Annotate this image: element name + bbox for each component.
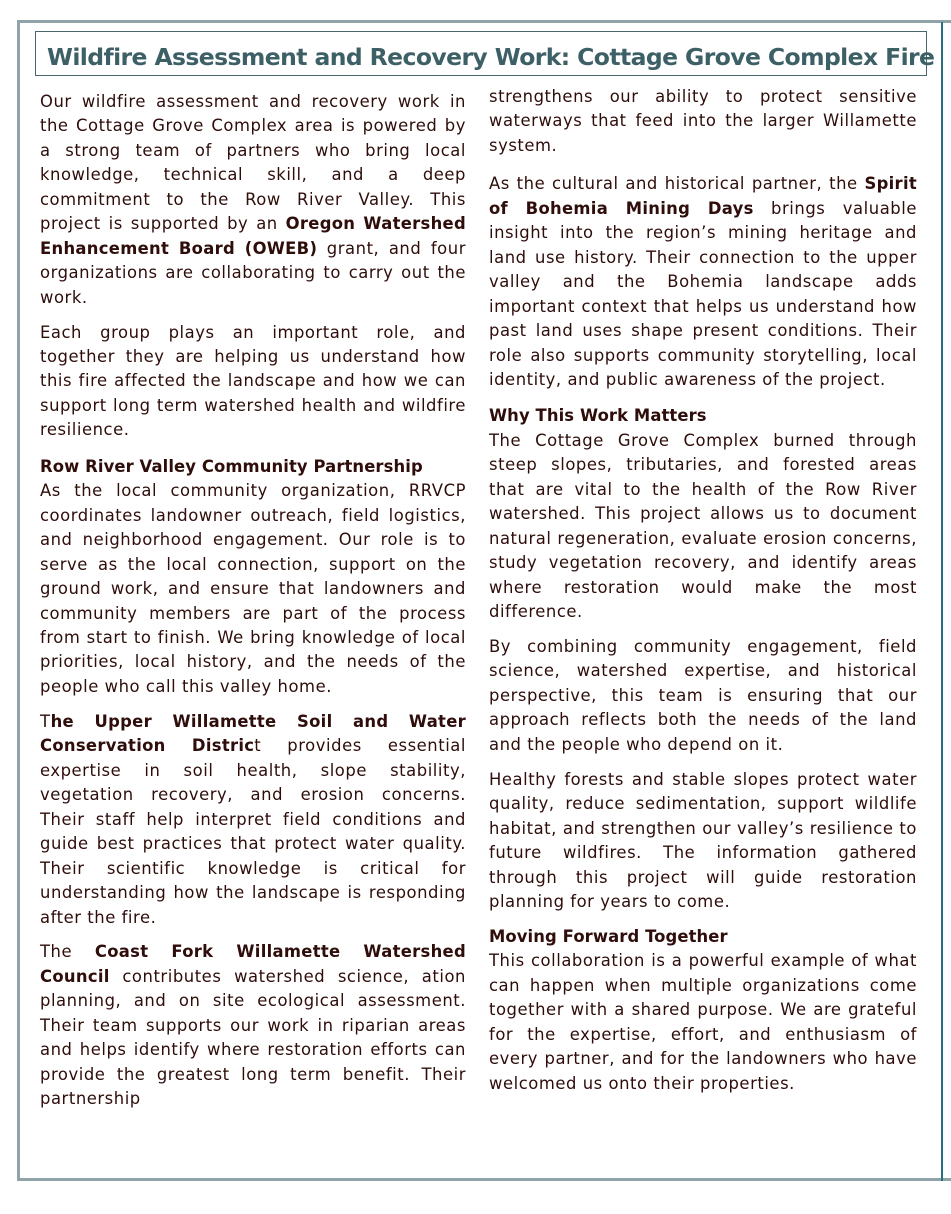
continuation-paragraph: strengthens our ability to protect sensitive waterways that feed into the larger Willamette system. <box>489 87 917 155</box>
intro-text: Our wildfire assessment and recovery work in the Cottage Grove Complex area is powered by a strong team of partners who bring local knowledge, technical skill, and a deep commitment to the Row River Valley. This project is supported by an <box>40 92 466 234</box>
sobmd-text: brings valuable insight into the region’s mining heritage and land use history. Their connection to the upper valley and the Bohemia landscape adds important context that helps us understand how past land uses shape present conditions. Their role also supports community storytelling, local identity, and public awareness of the project. <box>489 198 917 389</box>
sobmd-name: Spirit of Bohemia Mining Days <box>489 174 917 218</box>
left-column <box>40 90 466 1122</box>
oweb-name: Oregon Watershed Enhancement Board (OWEB) <box>40 214 466 258</box>
why-heading: Why This Work Matters <box>489 406 707 426</box>
rrvcp-paragraph: As the local community organization, RRVCP coordinates landowner outreach, field logistics, and neighborhood engagement. Our role is to serve as the local connection, support on the ground work, and ensure that landowners and community members are part of the process from start to finish. We bring knowledge of local priorities, local history, and the needs of the people who call this valley home. <box>40 481 466 696</box>
rrvcp-heading: Row River Valley Community Partnership <box>40 456 423 476</box>
why-paragraph: The Cottage Grove Complex burned through steep slopes, tributaries, and forested areas that are vital to the health of the Row River watershed. This project allows us to document natural regeneration, evaluate erosion concerns, study vegetation recovery, and identify areas where restoration would make the most difference. <box>489 430 917 622</box>
frame-right-rule <box>941 22 943 1181</box>
moving-heading: Moving Forward Together <box>489 927 728 946</box>
intro-paragraph-2: Each group plays an important role, and together they are helping us understand how this fire affected the landscape and how we can support long term watershed health and wildfire resilience. <box>40 322 466 440</box>
moving-paragraph: This collaboration is a powerful example of what can happen when multiple organizations come together with a shared purpose. We are grateful for the expertise, effort, and enthusiasm of every partner, and for the landowners who have welcomed us onto their properties. <box>489 951 917 1093</box>
cfwwc-name: Coast Fork Willamette Watershed Council <box>40 942 466 986</box>
uwswcd-paragraph <box>40 710 466 930</box>
cfwwc-paragraph <box>40 940 466 1111</box>
sobmd-lead: As the cultural and historical partner, the <box>489 174 865 194</box>
right-column <box>489 85 917 1107</box>
intro-text-end: grant, and four organizations are collaborating to carry out the work. <box>40 238 466 307</box>
healthy-paragraph: Healthy forests and stable slopes protect water quality, reduce sedimentation, support wildlife habitat, and strengthen our valley’s resilience to future wildfires. The information gathered through this project will guide restoration planning for years to come. <box>489 769 917 912</box>
combining-paragraph: By combining community engagement, field science, watershed expertise, and historical perspective, this team is ensuring that our approach reflects both the needs of the land and the people who depend on it. <box>489 637 917 754</box>
intro-paragraph <box>40 90 466 310</box>
uwswcd-text: t provides essential expertise in soil health, slope stability, vegetation recovery, and erosion concerns. Their staff help interpret field conditions and guide best practices that protect water quality. Their scientific knowledge is critical for understanding how the landscape is responding after the fire. <box>40 736 467 927</box>
uwswcd-lead: T <box>40 711 51 731</box>
cfwwc-lead: The <box>40 942 95 962</box>
cfwwc-text: contributes watershed science, ation planning, and on site ecological assessment. Their team supports our work in riparian areas and helps identify where restoration efforts can provide the greatest long term benefit. Their partnership <box>40 966 466 1109</box>
uwswcd-name: he Upper Willamette Soil and Water Conservation Distric <box>40 711 466 756</box>
page-title: Wildfire Assessment and Recovery Work: Cottage Grove Complex Fire <box>47 43 935 71</box>
sobmd-paragraph <box>489 172 917 392</box>
